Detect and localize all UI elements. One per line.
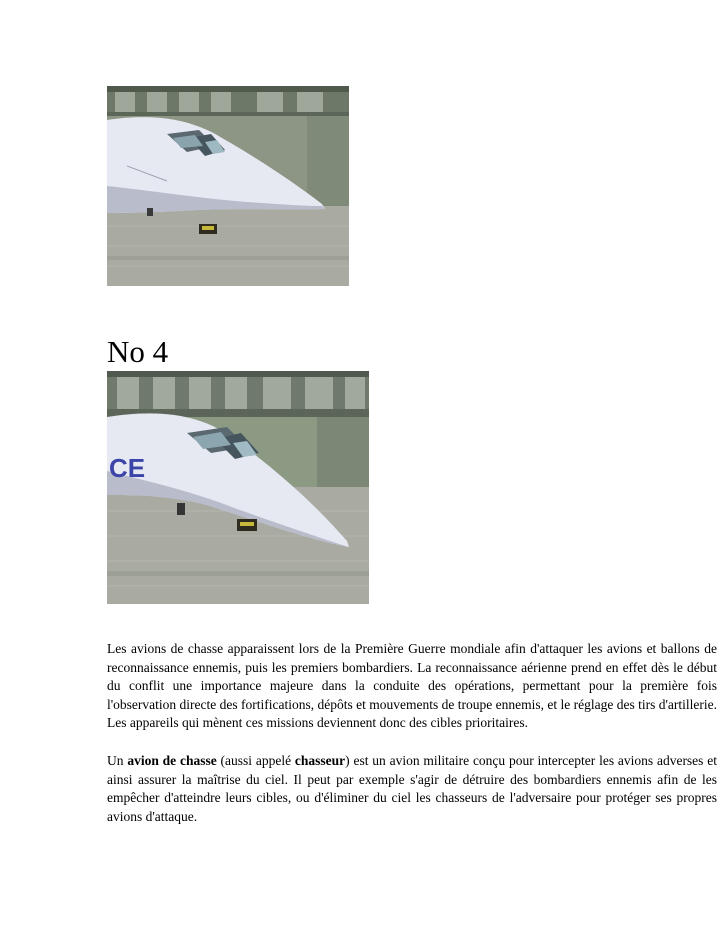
definition-paragraph [107,752,717,826]
intro-paragraph: Les avions de chasse apparaissent lors de la Première Guerre mondiale afin d'attaquer les avions et ballons de reconnaissance ennemis, puis les premiers bombardiers. La reconnaissance aérienne prend en effet dès le début du conflit une importance majeure dans la conduite des opérations, permettant pour la première fois l'observation directe des fortifications, dépôts et mouvements de troupe ennemis, et le réglage des tirs d'artillerie. Les appareils qui mènent ces missions deviennent donc des cibles prioritaires. [107,641,717,731]
term-avion-de-chasse: avion de chasse [127,753,217,768]
definition-text-part: ) est un avion militaire conçu pour intercepter les avions adverses et ainsi assurer la maîtrise du ciel. Il peut par exemple s'agir de détruire des bombardiers ennemis afin de les empêcher d'atteindre leurs cibles, ou d'éliminer du ciel les chasseurs de l'adversaire pour protéger ses propres avions d'attaque. [107,753,717,824]
definition-text-part: (aussi appelé [216,753,295,768]
aircraft-nose-photo-2 [107,371,369,604]
term-chasseur: chasseur [294,753,346,768]
fuselage-livery-text: CE [109,453,146,483]
definition-text-part: Un [107,753,128,768]
aircraft-nose-photo-1 [107,86,349,286]
page-heading: No 4 [107,334,169,369]
